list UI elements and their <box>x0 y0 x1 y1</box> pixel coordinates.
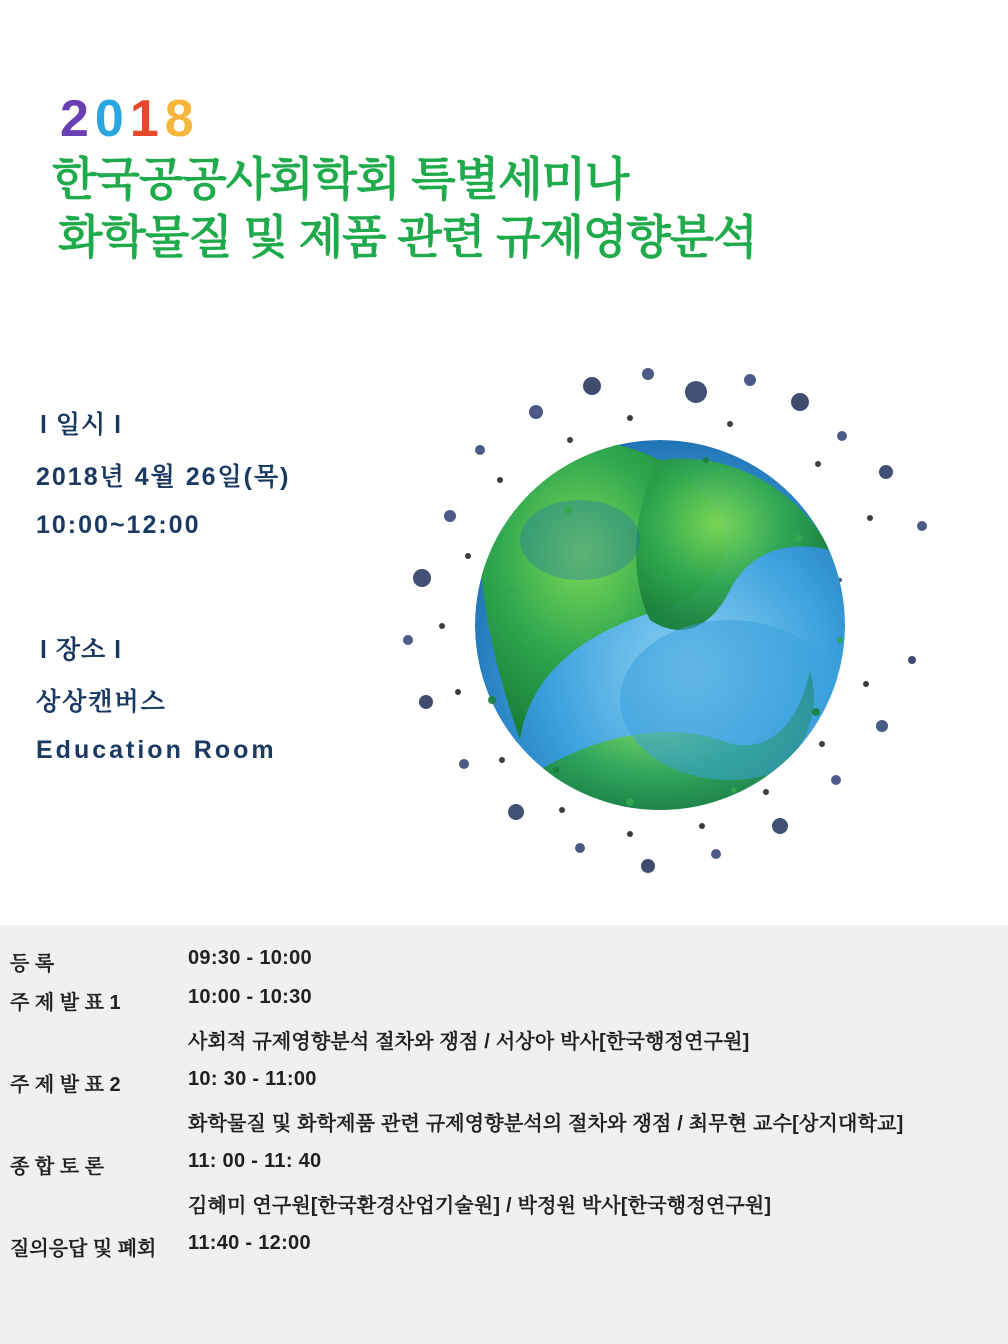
year-digit-4: 8 <box>164 90 200 148</box>
year-digit-3: 1 <box>129 90 165 148</box>
schedule-label: 주 제 발 표 1 <box>10 992 121 1014</box>
schedule-detail-spacer <box>10 1107 188 1136</box>
venue-room: Education Room <box>36 736 277 764</box>
title-block <box>52 92 972 265</box>
schedule-time: 09:30 - 10:00 <box>188 947 312 969</box>
schedule-time: 11: 00 - 11: 40 <box>188 1150 322 1172</box>
schedule-detail-spacer <box>10 1025 188 1054</box>
schedule-row <box>0 1150 1008 1179</box>
schedule-detail: 화학물질 및 화학제품 관련 규제영향분석의 절차와 쟁점 / 최무현 교수[상지대학교] <box>188 1113 904 1135</box>
schedule-detail: 김혜미 연구원[한국환경산업기술원] / 박정원 박사[한국행정연구원] <box>188 1195 772 1217</box>
schedule-detail-row <box>0 1107 1008 1136</box>
globe-artwork <box>330 340 990 910</box>
schedule-row <box>0 1232 1008 1261</box>
date-value: 2018년 4월 26일(목) <box>36 463 291 491</box>
schedule-detail-row <box>0 1189 1008 1218</box>
schedule-label: 등 록 <box>10 953 55 975</box>
seminar-title-line-1: 한국공공사회학회 특별세미나 <box>52 152 629 205</box>
seminar-title-line-2: 화학물질 및 제품 관련 규제영향분석 <box>58 210 757 263</box>
year-digit-2: 0 <box>94 90 130 148</box>
globe-sphere <box>475 440 845 812</box>
schedule-time: 10:00 - 10:30 <box>188 986 312 1008</box>
venue-name: 상상캔버스 <box>36 688 167 716</box>
schedule-detail-row <box>0 1025 1008 1054</box>
schedule-label: 주 제 발 표 2 <box>10 1074 121 1096</box>
schedule-panel <box>0 925 1008 1344</box>
schedule-row <box>0 947 1008 976</box>
schedule-row <box>0 986 1008 1015</box>
date-heading: l 일시 l <box>40 411 123 439</box>
place-heading: l 장소 l <box>40 636 123 664</box>
time-value: 10:00~12:00 <box>36 511 201 539</box>
schedule-time: 10: 30 - 11:00 <box>188 1068 317 1090</box>
schedule-detail: 사회적 규제영향분석 절차와 쟁점 / 서상아 박사[한국행정연구원] <box>188 1031 750 1053</box>
schedule-detail-spacer <box>10 1189 188 1218</box>
poster-year <box>60 92 972 147</box>
schedule-label: 종 합 토 론 <box>10 1156 104 1178</box>
schedule-label: 질의응답 및 폐회 <box>10 1238 157 1260</box>
schedule-time: 11:40 - 12:00 <box>188 1232 311 1254</box>
schedule-row <box>0 1068 1008 1097</box>
year-digit-1: 2 <box>60 90 95 148</box>
